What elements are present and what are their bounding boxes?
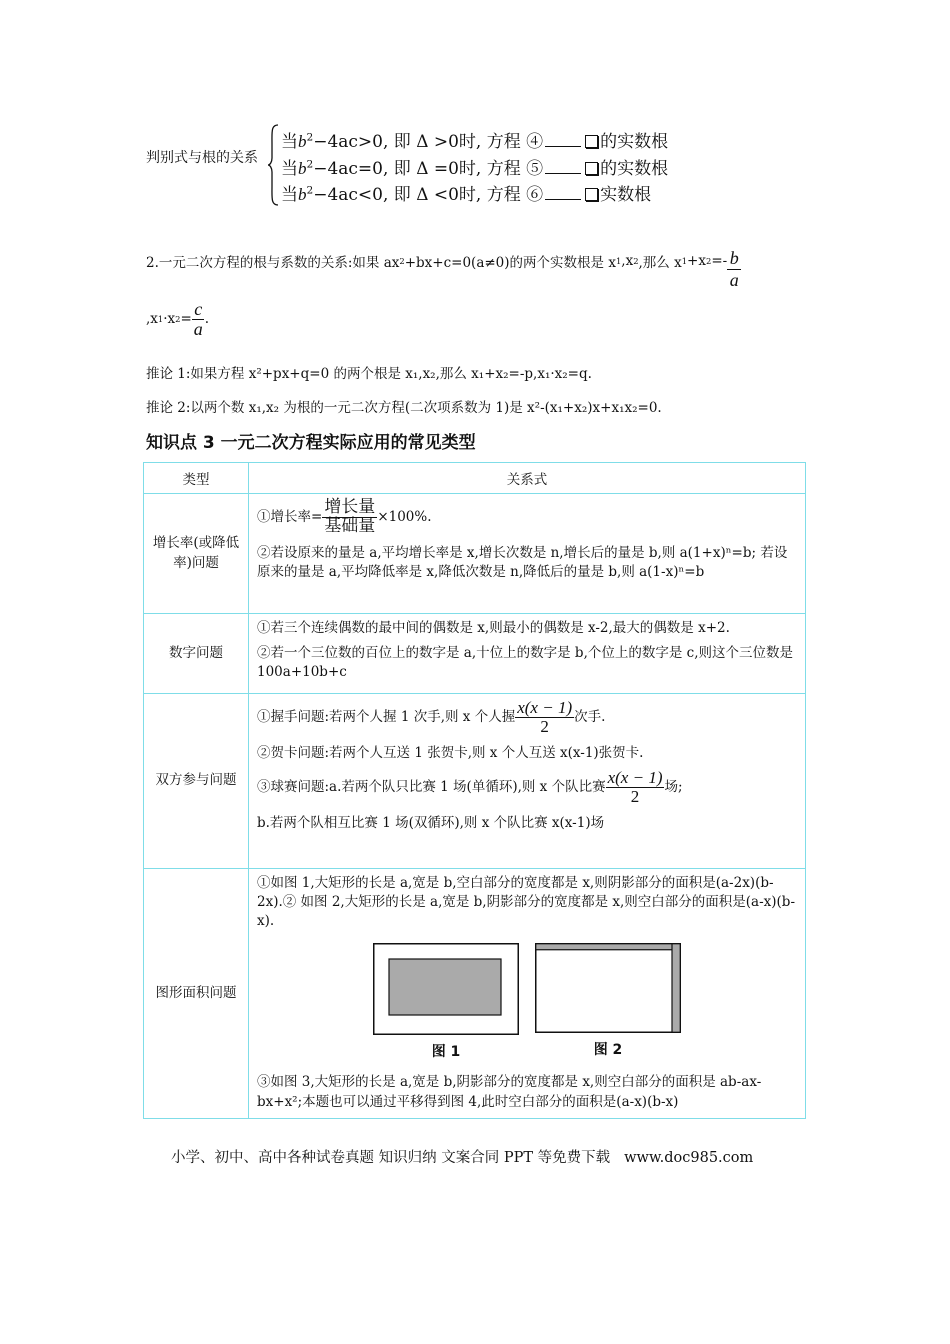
fraction-numerator: 增长量 <box>324 497 376 517</box>
discriminant-label: 判别式与根的关系 <box>146 150 258 166</box>
table-row <box>144 694 806 869</box>
table-row <box>144 494 806 614</box>
area-line-1: ①如图 1,大矩形的长是 a,宽是 b,空白部分的宽度都是 x,则阴影部分的面积是(a-2x)(b-2x).② 如图 2,大矩形的长是 a,宽是 b,阴影部分的宽度都是 x,则空白部分的面积是(a-x)(b-x). <box>257 875 796 930</box>
answer-blank[interactable] <box>545 186 581 200</box>
vieta-text: . <box>204 311 210 328</box>
number-line-1: ①若三个连续偶数的最中间的偶数是 x,则最小的偶数是 x-2,最大的偶数是 x+2. <box>257 620 730 636</box>
blank-number: ⑥ <box>526 185 544 205</box>
fraction-denominator: a <box>729 269 739 290</box>
match-fraction <box>606 769 665 806</box>
relation-area <box>249 869 806 1119</box>
growth-explanation: ②若设原来的量是 a,平均增长率是 x,增长次数是 n,增长后的量是 b,则 a(1+x)ⁿ=b; 若设原来的量是 a,平均降低率是 x,降低次数是 n,降低后的量是 b,则 a(1-x)ⁿ=b <box>257 544 788 580</box>
handshake-fraction <box>515 699 574 736</box>
b-variable: b <box>298 159 307 178</box>
vieta-text: ,x <box>621 253 634 270</box>
handshake-line <box>257 699 797 736</box>
relation-growth <box>249 494 806 614</box>
blank-number: ⑤ <box>526 159 544 179</box>
relation-number <box>249 614 806 694</box>
vieta-text: ,x <box>146 311 158 328</box>
figure-1 <box>373 943 519 1063</box>
figure-1-caption: 图 1 <box>431 1044 461 1061</box>
checkbox-icon <box>585 188 598 201</box>
application-types-table <box>143 462 806 1119</box>
vieta-text: =- <box>711 253 728 270</box>
condition-text: −4ac=0, 即 Δ =0时, 方程 <box>313 159 521 179</box>
when-text: 当 <box>281 185 298 205</box>
formula-text: ③球赛问题:a.若两个队只比赛 1 场(单循环),则 x 个队比赛 <box>257 778 606 795</box>
blank-number: ④ <box>526 132 544 152</box>
vieta-paragraph: 2.一元二次方程的根与系数的关系:如果 ax 2 +bx+c=0(a≠0)的两个实数根是 x 1 ,x 2 ,那么 x 1 +x 2 =- $\frac{b}{a}$ <box>146 233 741 290</box>
formula-text: ①握手问题:若两个人握 1 次手,则 x 个人握 <box>257 708 516 725</box>
footer <box>171 1146 753 1167</box>
fraction-denominator: 2 <box>630 786 640 806</box>
vieta-text: ,那么 x <box>638 255 682 272</box>
fraction-c-over-a <box>192 300 205 339</box>
condition-text: −4ac<0, 即 Δ <0时, 方程 <box>313 185 521 205</box>
condition-text: −4ac>0, 即 Δ >0时, 方程 <box>313 132 521 152</box>
growth-formula <box>257 499 797 536</box>
area-line-2: ③如图 3,大矩形的长是 a,宽是 b,阴影部分的宽度都是 x,则空白部分的面积是 ab-ax-bx+x²;本题也可以通过平移得到图 4,此时空白部分的面积是(a-x)(b-x) <box>257 1074 762 1110</box>
footer-text: 小学、初中、高中各种试卷真题 知识归纳 文案合同 PPT 等免费下载 <box>171 1150 611 1166</box>
corollary-1: 推论 1:如果方程 x²+px+q=0 的两个根是 x₁,x₂,那么 x₁+x₂=-p,x₁·x₂=q. <box>146 366 592 382</box>
answer-blank[interactable] <box>545 160 581 174</box>
fraction-numerator: x(x − 1) <box>517 698 573 717</box>
figure-2 <box>535 943 681 1063</box>
fraction-numerator: c <box>194 299 203 319</box>
tail-text: 的实数根 <box>600 159 669 179</box>
checkbox-icon <box>585 162 598 175</box>
exponent: 2 <box>306 131 314 144</box>
number-line-2: ②若一个三位数的百位上的数字是 a,十位上的数字是 b,个位上的数字是 c,则这个三位数是 100a+10b+c <box>257 645 793 681</box>
table-row <box>144 869 806 1119</box>
b-variable: b <box>298 132 307 151</box>
tail-text: 实数根 <box>600 185 652 205</box>
type-participation: 双方参与问题 <box>144 694 249 869</box>
exponent: 2 <box>306 184 314 197</box>
checkbox-icon <box>585 135 598 148</box>
figure-2-diagram <box>535 943 681 1033</box>
vieta-text: ·x <box>163 311 176 328</box>
section-heading: 知识点 3 一元二次方程实际应用的常见类型 <box>146 433 476 453</box>
discriminant-line-positive <box>281 127 668 152</box>
formula-text: 场; <box>664 778 683 795</box>
fraction-numerator: x(x − 1) <box>607 767 663 787</box>
discriminant-line-negative <box>281 180 651 205</box>
vieta-text: +x <box>687 253 706 270</box>
header-type: 类型 <box>144 463 249 494</box>
card-line: ②贺卡问题:若两个人互送 1 张贺卡,则 x 个人互送 x(x-1)张贺卡. <box>257 744 644 761</box>
vieta-intro: 2.一元二次方程的根与系数的关系:如果 ax <box>146 255 400 272</box>
table-row <box>144 614 806 694</box>
fraction-denominator: 2 <box>540 716 549 736</box>
figure-2-caption: 图 2 <box>593 1042 623 1059</box>
relation-participation <box>249 694 806 869</box>
match-line <box>257 769 797 806</box>
discriminant-line-zero <box>281 154 668 179</box>
type-area: 图形面积问题 <box>144 869 249 1119</box>
vieta-text: = <box>180 311 192 328</box>
figures <box>257 943 797 1063</box>
figure-1-diagram <box>373 943 519 1035</box>
answer-blank[interactable] <box>545 133 581 147</box>
fraction-numerator: b <box>729 248 739 268</box>
growth-fraction <box>322 499 377 536</box>
formula-text: 次手. <box>574 708 606 725</box>
double-round-line: b.若两个队相互比赛 1 场(双循环),则 x 个队比赛 x(x-1)场 <box>257 814 605 831</box>
tail-text: 的实数根 <box>600 132 669 152</box>
type-growth: 增长率(或降低率)问题 <box>144 494 249 614</box>
table-header-row <box>144 463 806 494</box>
footer-url[interactable]: www.doc985.com <box>624 1150 754 1166</box>
exponent: 2 <box>306 158 314 171</box>
when-text: 当 <box>281 132 298 152</box>
formula-text: ×100%. <box>377 508 432 525</box>
when-text: 当 <box>281 159 298 179</box>
fraction-b-over-a <box>727 249 741 290</box>
type-number: 数字问题 <box>144 614 249 694</box>
fraction-denominator: a <box>193 318 203 339</box>
vieta-intro-rest: +bx+c=0(a≠0)的两个实数根是 x <box>404 255 616 272</box>
left-brace-icon <box>267 124 279 206</box>
header-relation: 关系式 <box>249 463 806 494</box>
formula-text: ①增长率= <box>257 508 323 525</box>
b-variable: b <box>298 185 307 204</box>
vieta-product: ,x 1 ·x 2 = $\frac{c}{a}$ . <box>146 299 210 339</box>
corollary-2: 推论 2:以两个数 x₁,x₂ 为根的一元二次方程(二次项系数为 1)是 x²-(x₁+x₂)x+x₁x₂=0. <box>146 400 662 416</box>
fraction-denominator: 基础量 <box>324 515 376 536</box>
